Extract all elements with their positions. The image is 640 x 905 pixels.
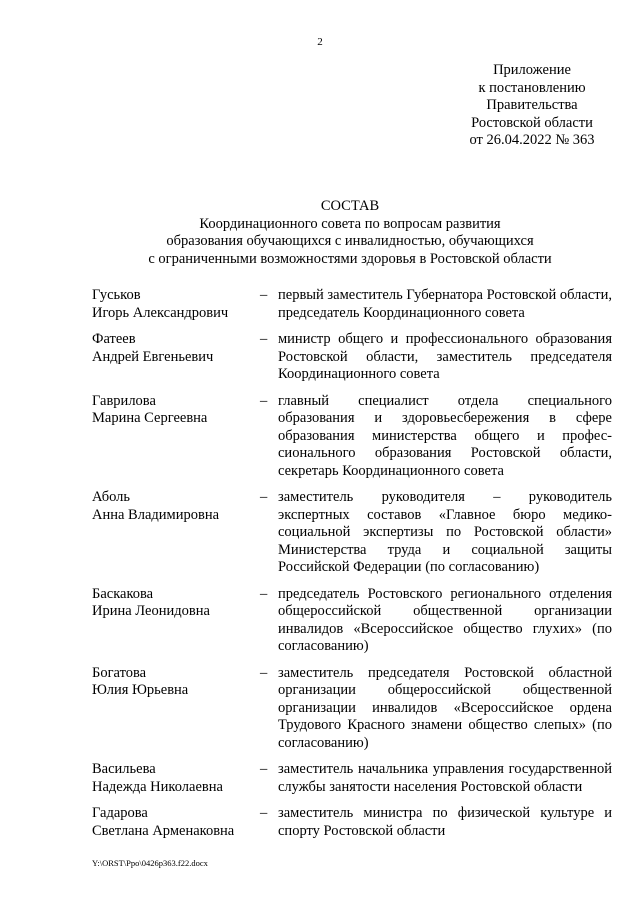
member-row [92, 586, 612, 656]
member-row [92, 331, 612, 384]
member-role: заместитель начальника управления государственной службы занятости населения Ростовской области [278, 761, 612, 795]
member-role: заместитель председателя Ростовской областной организации общероссийской общественной организации инвалидов «Всероссийское ордена Трудового Красного знамени общество слепых» (по согласованию) [278, 664, 612, 751]
member-row [92, 805, 612, 840]
member-dash: – [260, 392, 268, 409]
appendix-line: Приложение [493, 62, 571, 78]
member-given-name: Марина Сергеевна [92, 410, 208, 426]
member-role: главный специалист отдела специального образования и здоровьесбережения в сфере образования министерства общего и профессионального образования Ростовской области, секретарь Координационного совета [278, 392, 612, 479]
member-given-name: Надежда Николаевна [92, 778, 223, 795]
member-name [92, 586, 260, 621]
appendix-line: от 26.04.2022 № 363 [469, 132, 595, 148]
member-surname: Гаврилова [92, 392, 156, 409]
document-title [30, 198, 640, 268]
member-row [92, 665, 612, 753]
member-name [92, 393, 260, 428]
member-row [92, 287, 612, 322]
member-row [92, 393, 612, 481]
member-given-name: Анна Владимировна [92, 506, 220, 523]
member-dash: – [260, 287, 268, 303]
member-role: министр общего и профессионального образования Ростовской области, заместитель председателя Координационного совета [278, 331, 612, 382]
title-heading: СОСТАВ [320, 198, 380, 214]
appendix-line: Ростовской области [471, 114, 593, 131]
member-given-name: Юлия Юрьевна [92, 682, 189, 698]
member-given-name: Светлана Арменаковна [92, 822, 235, 839]
member-role: председатель Ростовского регионального отделения общероссийской общественной организации инвалидов «Всероссийское общество глухих» (по согласованию) [278, 585, 612, 654]
member-name [92, 805, 260, 840]
title-subtitle-line: образования обучающихся с инвалидностью, обучающихся [166, 233, 534, 249]
member-dash: – [260, 489, 268, 505]
appendix-block [430, 62, 634, 150]
member-surname: Аболь [92, 489, 131, 505]
appendix-line: Правительства [486, 97, 578, 113]
member-surname: Гуськов [92, 287, 141, 303]
members-list [92, 287, 612, 840]
member-surname: Васильева [92, 761, 156, 777]
member-given-name: Ирина Леонидовна [92, 603, 210, 619]
appendix-line: к постановлению [478, 79, 586, 96]
member-dash: – [260, 331, 268, 347]
member-given-name: Игорь Александрович [92, 304, 229, 321]
member-name [92, 489, 260, 524]
member-surname: Фатеев [92, 331, 136, 347]
member-name [92, 665, 260, 700]
member-dash: – [260, 761, 268, 777]
member-surname: Баскакова [92, 585, 154, 602]
member-name [92, 761, 260, 796]
member-dash: – [260, 664, 268, 681]
member-role: первый заместитель Губернатора Ростовской области, председатель Координационного совета [278, 287, 613, 321]
member-given-name: Андрей Евгеньевич [92, 348, 214, 365]
member-dash: – [260, 805, 268, 821]
member-surname: Богатова [92, 664, 147, 681]
member-surname: Гадарова [92, 805, 148, 821]
member-role: заместитель руководителя – руководитель экспертных составов «Главное бюро медико-социальной экспертизы по Ростовской области» Министерства труда и социальной защиты Российской Федерации (по согласованию) [278, 489, 612, 575]
member-dash: – [260, 585, 268, 602]
title-subtitle-line: с ограниченными возможностями здоровья в Ростовской области [148, 250, 552, 267]
member-row [92, 761, 612, 796]
member-name [92, 287, 260, 322]
member-name [92, 331, 260, 366]
member-role: заместитель министра по физической культуре и спорту Ростовской области [278, 805, 612, 839]
footer-file-path: Y:\ORST\Ppo\0426p363.f22.docx [92, 858, 208, 868]
page-number: 2 [317, 36, 323, 48]
title-subtitle-line: Координационного совета по вопросам развития [199, 215, 501, 232]
member-row [92, 489, 612, 577]
